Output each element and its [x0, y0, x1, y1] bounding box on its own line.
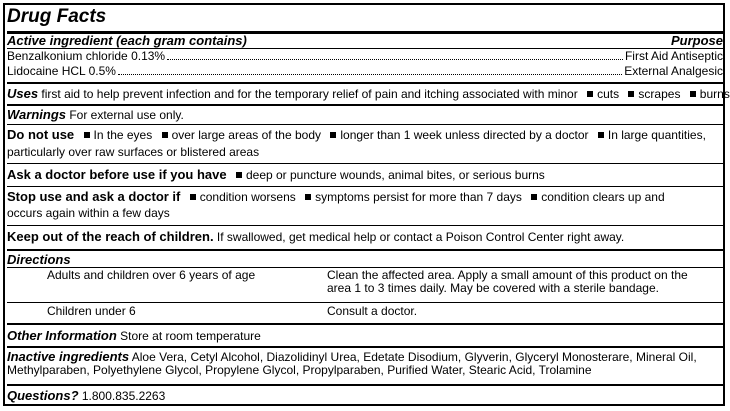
- bullet-icon: [305, 194, 311, 200]
- ask-doctor-section: [7, 168, 723, 182]
- do-not-use-bullet: over large areas of the body: [171, 128, 322, 142]
- directions-row: [7, 269, 723, 301]
- section-divider: [7, 163, 723, 164]
- bullet-icon: [587, 91, 593, 97]
- inactive-text: Aloe Vera, Cetyl Alcohol, Diazolidinyl Urea, Edetate Disodium, Glyverin, Glyceryl Monosterare, Mineral Oil, Methylparaben, Polyethylene Glycol, Propylene Glycol, Propylparaben, Purified Water, Stearic Acid, Trolamine: [7, 350, 697, 377]
- directions-what: Clean the affected area. Apply a small amount of this product on the area 1 to 3 times daily. May be covered with a sterile bandage.: [327, 268, 688, 295]
- bullet-icon: [84, 132, 90, 138]
- active-ingredient-header: [7, 34, 723, 48]
- uses-bullet: burns: [699, 87, 730, 101]
- section-divider: [7, 346, 723, 348]
- section-divider: [7, 82, 723, 84]
- inactive-heading: Inactive ingredients: [7, 349, 130, 364]
- keep-out-section: [7, 230, 723, 244]
- do-not-use-continuation: particularly over raw surfaces or blistered areas: [7, 145, 260, 159]
- section-divider: [7, 225, 723, 226]
- directions-what: Consult a doctor.: [327, 304, 418, 318]
- bullet-icon: [236, 172, 242, 178]
- panel-title: Drug Facts: [7, 6, 107, 27]
- warnings-section: [7, 108, 723, 122]
- questions-heading: Questions?: [7, 388, 79, 403]
- ask-doctor-bullet: deep or puncture wounds, animal bites, or serious burns: [245, 168, 545, 182]
- section-divider: [7, 249, 723, 251]
- stop-use-bullet: condition clears up and: [541, 190, 665, 204]
- bullet-icon: [162, 132, 168, 138]
- section-divider: [7, 104, 723, 106]
- do-not-use-section: [7, 128, 723, 142]
- ask-doctor-heading: Ask a doctor before use if you have: [7, 167, 227, 182]
- do-not-use-bullet: longer than 1 week unless directed by a doctor: [340, 128, 589, 142]
- questions-section: [7, 389, 723, 403]
- purpose-heading: Purpose: [670, 33, 723, 48]
- directions-heading: [7, 253, 723, 267]
- inactive-section: [7, 350, 723, 378]
- keep-out-text: If swallowed, get medical help or contact a Poison Control Center right away.: [216, 230, 625, 244]
- directions-who: Adults and children over 6 years of age: [47, 268, 256, 282]
- stop-use-continuation: occurs again within a few days: [7, 206, 170, 220]
- bullet-icon: [330, 132, 336, 138]
- other-info-text: Store at room temperature: [120, 329, 261, 343]
- do-not-use-bullet: In the eyes: [93, 128, 153, 142]
- section-divider: [7, 323, 723, 325]
- active-ingredient-heading: Active ingredient (each gram contains): [7, 33, 247, 48]
- uses-text: first aid to help prevent infection and for the temporary relief of pain and itching associated with minor: [41, 87, 578, 101]
- active-ingredient-row: [7, 50, 723, 63]
- section-divider: [7, 384, 723, 386]
- other-info-section: [7, 329, 723, 343]
- bullet-icon: [531, 194, 537, 200]
- directions-heading-text: Directions: [7, 252, 71, 267]
- stop-use-bullet: condition worsens: [199, 190, 296, 204]
- uses-bullet: scrapes: [638, 87, 681, 101]
- stop-use-heading: Stop use and ask a doctor if: [7, 189, 181, 204]
- directions-row-divider: [7, 302, 723, 303]
- uses-bullet: cuts: [597, 87, 620, 101]
- do-not-use-heading: Do not use: [7, 127, 75, 142]
- directions-who: Children under 6: [47, 304, 136, 318]
- other-info-heading: Other Information: [7, 328, 117, 343]
- stop-use-bullet: symptoms persist for more than 7 days: [315, 190, 522, 204]
- ingredient-purpose: First Aid Antiseptic: [624, 49, 723, 63]
- ingredient-name: Benzalkonium chloride 0.13%: [7, 49, 166, 63]
- ingredient-name: Lidocaine HCL 0.5%: [7, 64, 116, 78]
- keep-out-heading: Keep out of the reach of children.: [7, 229, 214, 244]
- bullet-icon: [190, 194, 196, 200]
- uses-heading: Uses: [7, 86, 39, 101]
- section-divider: [7, 124, 723, 125]
- warnings-text: For external use only.: [69, 108, 184, 122]
- directions-row: [7, 305, 723, 319]
- active-ingredient-row: [7, 65, 723, 78]
- questions-phone: 1.800.835.2263: [81, 389, 166, 403]
- warnings-heading: Warnings: [7, 107, 66, 122]
- stop-use-section: [7, 190, 723, 204]
- section-divider: [7, 186, 723, 187]
- bullet-icon: [628, 91, 634, 97]
- do-not-use-bullet: In large quantities,: [607, 128, 706, 142]
- bullet-icon: [690, 91, 696, 97]
- uses-section: [7, 86, 730, 101]
- bullet-icon: [598, 132, 604, 138]
- ingredient-purpose: External Analgesic: [624, 64, 723, 78]
